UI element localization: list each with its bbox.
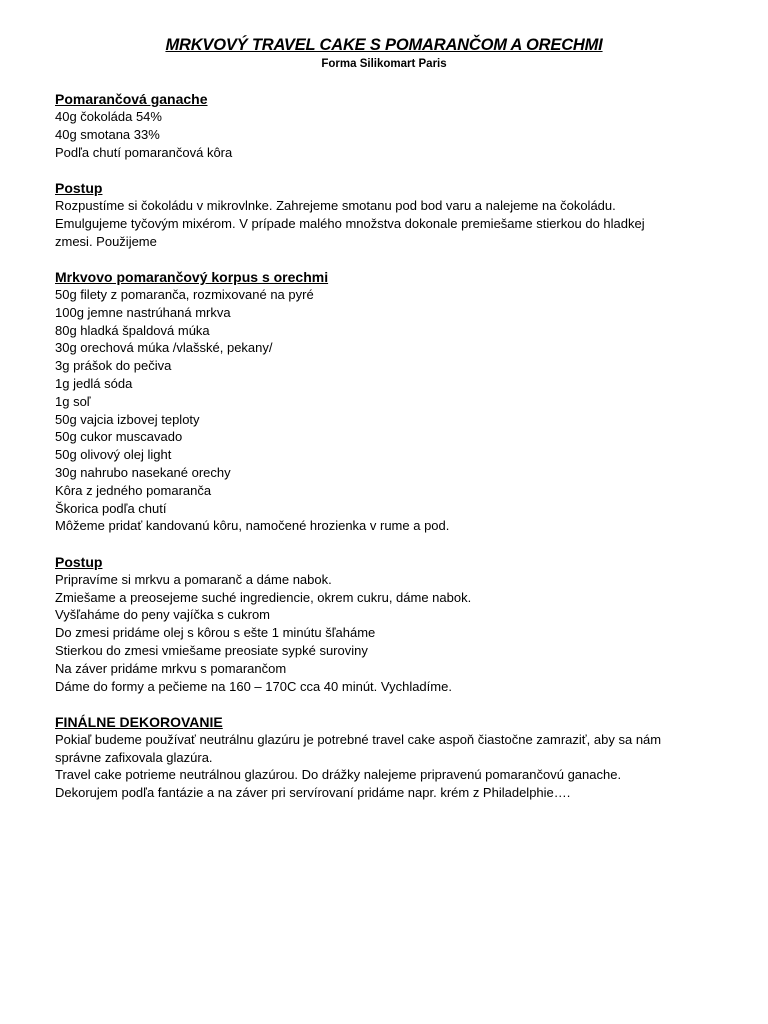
ingredient-line: 3g prášok do pečiva bbox=[55, 358, 172, 374]
section-decoration bbox=[55, 713, 715, 802]
instruction-line: Vyšľaháme do peny vajíčka s cukrom bbox=[55, 607, 271, 623]
section-ganache-steps bbox=[55, 179, 715, 250]
instruction-line: Zmiešame a preosejeme suché ingrediencie, okrem cukru, dáme nabok. bbox=[55, 589, 472, 605]
recipe-subtitle: Forma Silikomart Paris bbox=[321, 58, 447, 70]
instruction-line: Emulgujeme tyčovým mixérom. V prípade malého množstva dokonale premiešame stierkou do hladkej bbox=[55, 215, 645, 231]
ingredient-line: Škorica podľa chutí bbox=[55, 500, 167, 516]
ingredient-line: Môžeme pridať kandovanú kôru, namočené hrozienka v rume a pod. bbox=[55, 518, 450, 534]
ingredient-line: Podľa chutí pomarančová kôra bbox=[55, 144, 233, 160]
section-heading-cake: Mrkvovo pomarančový korpus s orechmi bbox=[55, 268, 329, 285]
section-cake-steps bbox=[55, 553, 715, 696]
section-ganache bbox=[55, 90, 715, 161]
instruction-line: Dekorujem podľa fantázie a na záver pri servírovaní pridáme napr. krém z Philadelphie…. bbox=[55, 785, 571, 801]
instruction-line: zmesi. Použijeme bbox=[55, 233, 157, 249]
section-heading-postup: Postup bbox=[55, 553, 103, 570]
section-cake bbox=[55, 268, 715, 535]
section-heading-ganache: Pomarančová ganache bbox=[55, 91, 208, 107]
instruction-line: Na záver pridáme mrkvu s pomarančom bbox=[55, 660, 287, 676]
instruction-line: Do zmesi pridáme olej s kôrou s ešte 1 minútu šľaháme bbox=[55, 625, 376, 641]
ingredient-line: 40g čokoláda 54% bbox=[55, 109, 162, 124]
ingredient-line: 50g cukor muscavado bbox=[55, 429, 183, 445]
instruction-line: Travel cake potrieme neutrálnou glazúrou. Do drážky nalejeme pripravenú pomarančovú ganache. bbox=[55, 767, 622, 783]
instruction-line: Dáme do formy a pečieme na 160 – 170C cca 40 minút. Vychladíme. bbox=[55, 678, 452, 694]
instruction-line: správne zafixovala glazúra. bbox=[55, 749, 213, 765]
ingredient-line: 30g orechová múka /vlašské, pekany/ bbox=[55, 340, 273, 356]
ingredient-line: Kôra z jedného pomaranča bbox=[55, 482, 212, 498]
section-heading-decoration: FINÁLNE DEKOROVANIE bbox=[55, 713, 223, 730]
instruction-line: Rozpustíme si čokoládu v mikrovlnke. Zahrejeme smotanu pod bod varu a nalejeme na čokoládu. bbox=[55, 197, 616, 213]
recipe-content bbox=[55, 90, 715, 820]
ingredient-line: 1g soľ bbox=[55, 393, 91, 409]
section-heading-postup: Postup bbox=[55, 179, 103, 196]
instruction-line: Pokiaľ budeme používať neutrálnu glazúru je potrebné travel cake aspoň čiastočne zamraziť, aby sa nám bbox=[55, 731, 662, 747]
ingredient-line: 80g hladká špaldová múka bbox=[55, 322, 210, 338]
recipe-title: MRKVOVÝ TRAVEL CAKE S POMARANČOM A ORECHMI bbox=[165, 36, 603, 54]
instruction-line: Stierkou do zmesi vmiešame preosiate sypké suroviny bbox=[55, 642, 368, 658]
instruction-line: Pripravíme si mrkvu a pomaranč a dáme nabok. bbox=[55, 571, 332, 587]
ingredient-line: 100g jemne nastrúhaná mrkva bbox=[55, 304, 231, 320]
ingredient-line: 1g jedlá sóda bbox=[55, 375, 133, 391]
ingredient-line: 30g nahrubo nasekané orechy bbox=[55, 464, 231, 480]
ingredient-line: 50g filety z pomaranča, rozmixované na pyré bbox=[55, 286, 314, 302]
ingredient-line: 50g olivový olej light bbox=[55, 447, 172, 463]
ingredient-line: 40g smotana 33% bbox=[55, 126, 160, 142]
ingredient-line: 50g vajcia izbovej teploty bbox=[55, 411, 200, 427]
